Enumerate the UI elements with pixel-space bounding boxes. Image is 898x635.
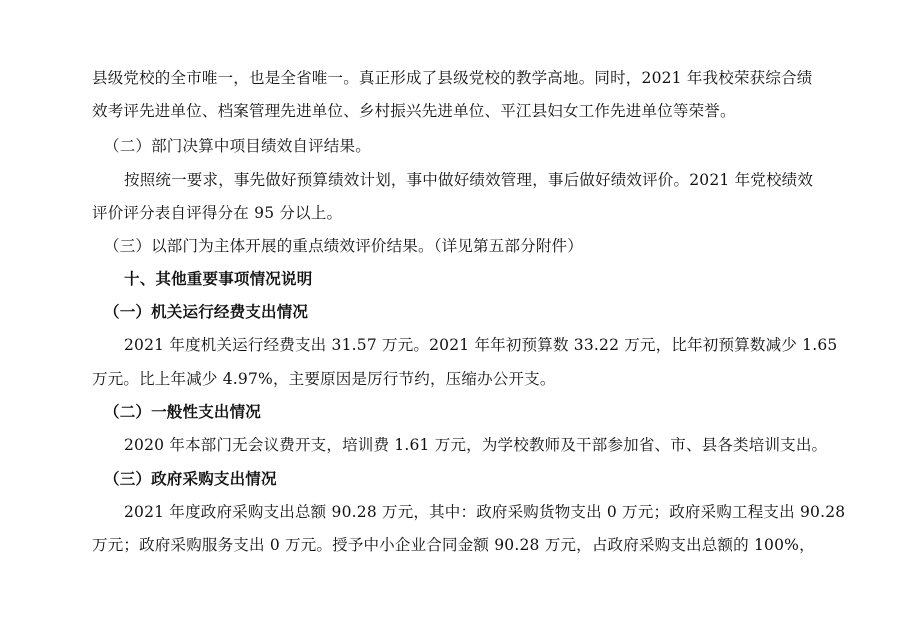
body-text-line: 2020 年本部门无会议费开支，培训费 1.61 万元，为学校教师及干部参加省、市、县各类培训支出。	[124, 436, 828, 454]
body-text-line: 万元。比上年减少 4.97%，主要原因是厉行节约，压缩办公开支。	[92, 370, 556, 388]
body-text-line: 万元；政府采购服务支出 0 万元。授予中小企业合同金额 90.28 万元，占政府采购支出总额的 100%，	[92, 536, 815, 554]
body-text-line: 按照统一要求，事先做好预算绩效计划，事中做好绩效管理，事后做好绩效评价。2021 年党校绩效	[124, 171, 814, 189]
subsection-heading-bold: （一）机关运行经费支出情况	[104, 303, 309, 321]
body-text-line: 效考评先进单位、档案管理先进单位、乡村振兴先进单位、平江县妇女工作先进单位等荣誉。	[92, 102, 736, 120]
body-text-line: 县级党校的全市唯一，也是全省唯一。真正形成了县级党校的教学高地。同时，2021 年我校荣获综合绩	[92, 69, 813, 87]
body-text-line: 评价评分表自评得分在 95 分以上。	[92, 204, 343, 222]
subsection-heading: （二）部门决算中项目绩效自评结果。	[104, 137, 371, 155]
subsection-heading-bold: （二）一般性支出情况	[104, 403, 262, 421]
subsection-heading-bold: （三）政府采购支出情况	[104, 470, 277, 488]
section-heading: 十、其他重要事项情况说明	[124, 270, 313, 288]
body-text-line: 2021 年度机关运行经费支出 31.57 万元。2021 年年初预算数 33.22 万元，比年初预算数减少 1.65	[124, 336, 838, 354]
body-text-line: 2021 年度政府采购支出总额 90.28 万元，其中：政府采购货物支出 0 万元；政府采购工程支出 90.28	[124, 503, 846, 521]
subsection-heading: （三）以部门为主体开展的重点绩效评价结果。（详见第五部分附件）	[104, 237, 583, 255]
